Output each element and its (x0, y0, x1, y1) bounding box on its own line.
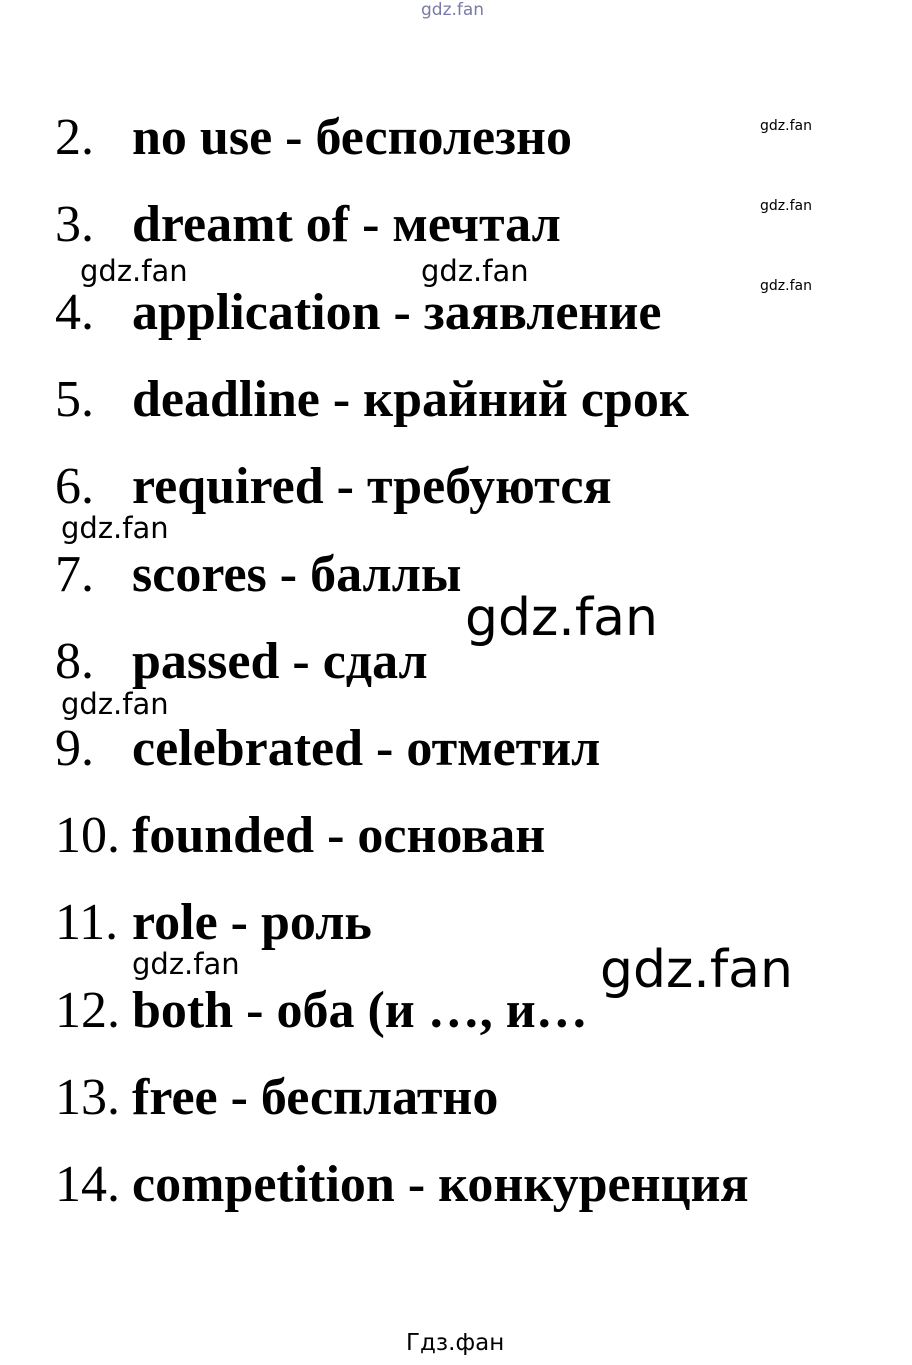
answer-item-7 (55, 545, 462, 605)
watermark-small-right: gdz.fan (760, 278, 812, 294)
item-number: 9. (55, 720, 94, 777)
answer-item-14 (55, 1155, 749, 1215)
answer-item-6 (55, 457, 612, 517)
item-number: 3. (55, 196, 94, 253)
item-text: free - бесплатно (132, 1069, 499, 1126)
item-text: competition - конкуренция (132, 1156, 749, 1213)
watermark-mid-left: gdz.fan (61, 687, 169, 721)
watermark-footer: Гдз.фан (406, 1330, 505, 1356)
item-number: 7. (55, 546, 94, 603)
answer-item-3 (55, 195, 561, 255)
watermark-top: gdz.fan (421, 0, 485, 20)
answer-item-8 (55, 632, 428, 692)
answer-item-2 (55, 108, 572, 168)
watermark-mid-left: gdz.fan (132, 947, 240, 981)
item-number: 4. (55, 284, 94, 341)
watermark-mid-left: gdz.fan (61, 511, 169, 545)
watermark-mid-center: gdz.fan (421, 254, 529, 288)
watermark-small-right: gdz.fan (760, 198, 812, 214)
item-number: 14. (55, 1156, 120, 1213)
item-text: no use - бесполезно (132, 109, 572, 166)
item-text: passed - сдал (132, 633, 428, 690)
answer-item-5 (55, 370, 689, 430)
item-text: role - роль (132, 894, 372, 951)
item-text: scores - баллы (132, 546, 462, 603)
watermark-large-right: gdz.fan (600, 940, 793, 1000)
item-text: founded - основан (132, 807, 546, 864)
item-text: celebrated - отметил (132, 720, 601, 777)
item-number: 13. (55, 1069, 120, 1126)
item-text: required - требуются (132, 458, 612, 515)
item-number: 8. (55, 633, 94, 690)
item-text: both - оба (и …, и… (132, 982, 588, 1039)
item-text: deadline - крайний срок (132, 371, 689, 428)
watermark-small-right: gdz.fan (760, 118, 812, 134)
answer-item-10 (55, 806, 545, 866)
item-number: 6. (55, 458, 94, 515)
item-number: 5. (55, 371, 94, 428)
answer-item-9 (55, 719, 600, 779)
answer-item-4 (55, 283, 662, 343)
item-text: dreamt of - мечтал (132, 196, 561, 253)
answer-item-11 (55, 893, 372, 953)
watermark-large-center: gdz.fan (465, 588, 658, 648)
watermark-mid-left: gdz.fan (80, 254, 188, 288)
item-number: 2. (55, 109, 94, 166)
item-number: 10. (55, 807, 120, 864)
item-number: 12. (55, 982, 120, 1039)
answer-item-13 (55, 1068, 498, 1128)
item-number: 11. (55, 894, 119, 951)
answer-item-12 (55, 981, 588, 1041)
item-text: application - заявление (132, 284, 662, 341)
